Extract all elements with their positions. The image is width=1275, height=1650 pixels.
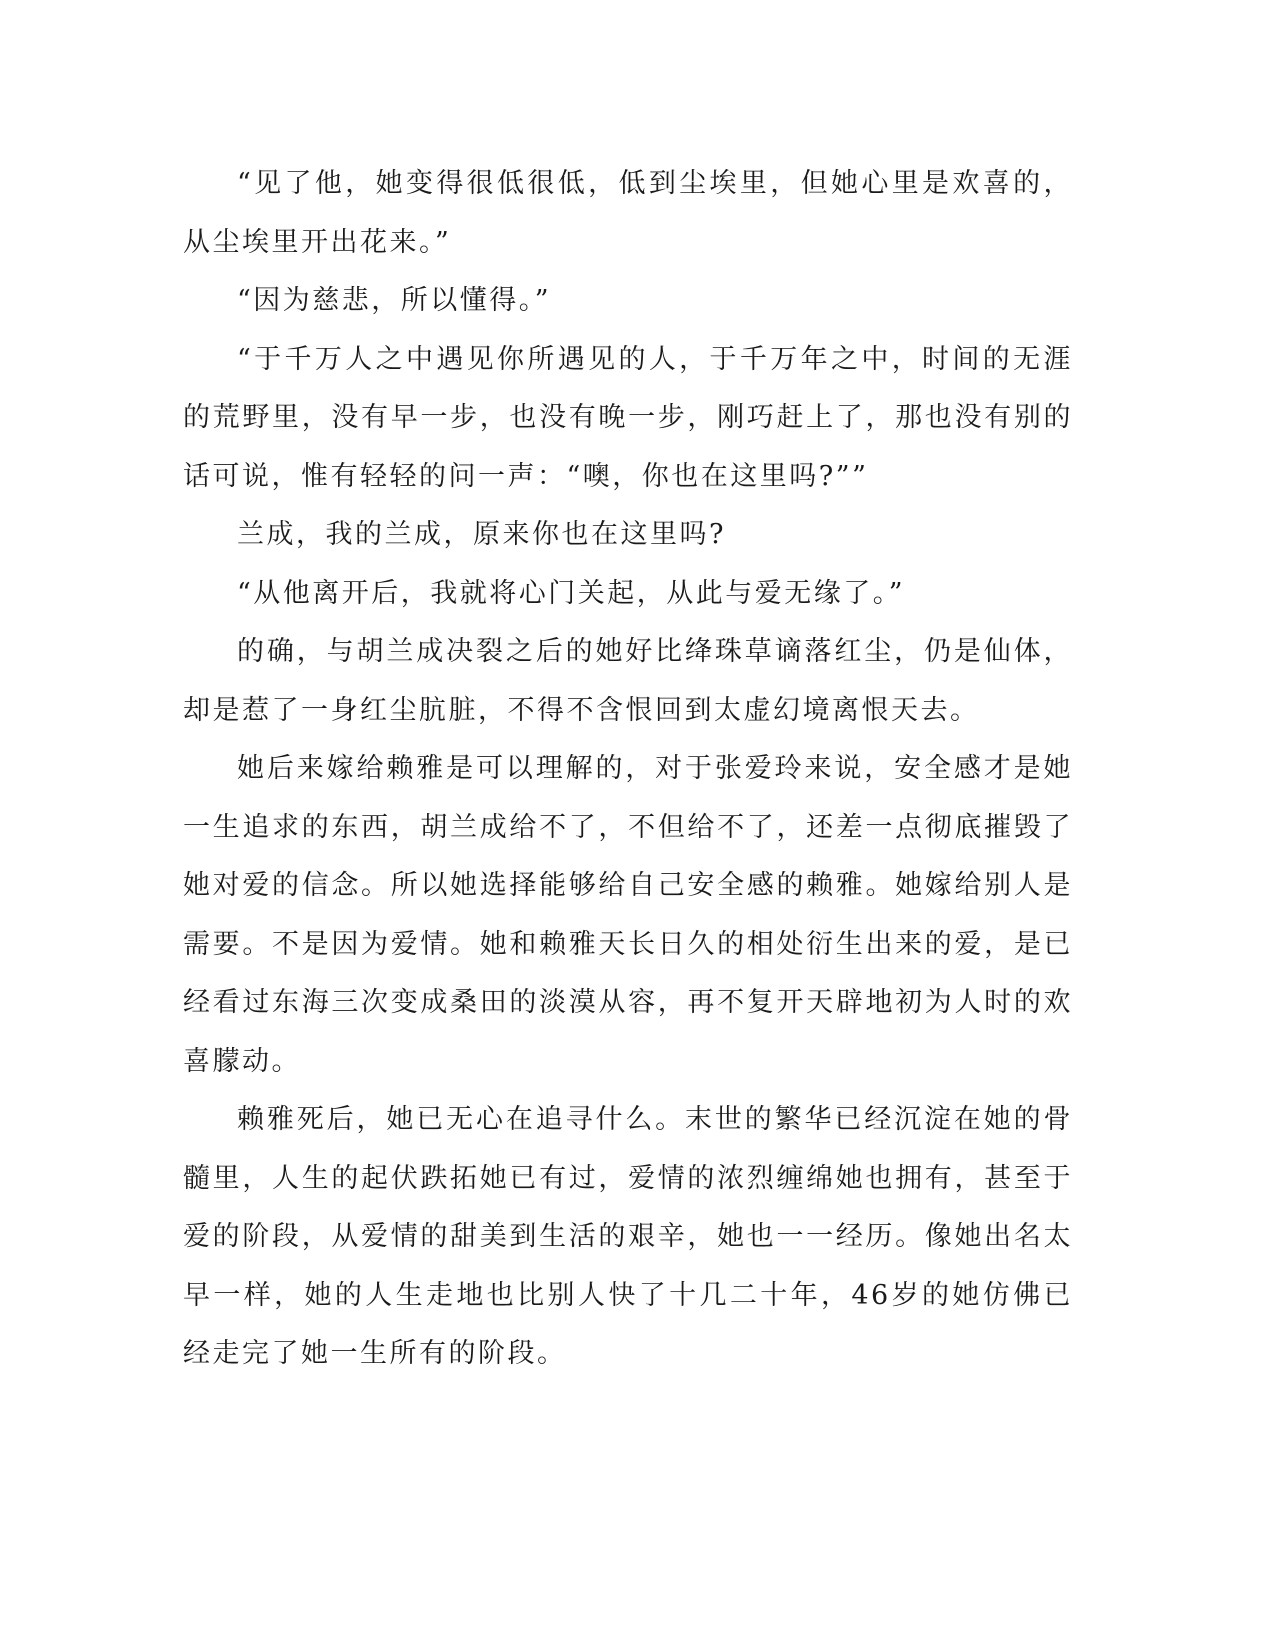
- paragraph-lancheng: 兰成，我的兰成，原来你也在这里吗?: [237, 519, 726, 550]
- paragraph-quote-compassion: “因为慈悲，所以懂得。”: [237, 285, 552, 316]
- paragraph-after-reyher: 赖雅死后，她已无心在追寻什么。末世的繁华已经沉淀在她的骨髓里，人生的起伏跌拓她已有过，爱情的浓烈缠绵她也拥有，甚至于爱的阶段，从爱情的甜美到生活的艰辛，她也一一经历。像她出名太早一样，她的人生走地也比别人快了十几二十年，46岁的她仿佛已经走完了她一生所有的阶段。: [183, 1104, 1073, 1369]
- paragraph-marriage-reyher: 她后来嫁给赖雅是可以理解的，对于张爱玲来说，安全感才是她一生追求的东西，胡兰成给不了，不但给不了，还差一点彻底摧毁了她对爱的信念。所以她选择能够给自己安全感的赖雅。她嫁给别人是需要。不是因为爱情。她和赖雅天长日久的相处衍生出来的爱，是已经看过东海三次变成桑田的淡漠从容，再不复开天辟地初为人时的欢喜朦动。: [183, 753, 1073, 1077]
- paragraph-quote-dust: “见了他，她变得很低很低，低到尘埃里，但她心里是欢喜的，从尘埃里开出花来。”: [183, 168, 1073, 258]
- paragraph-quote-heart-door: “从他离开后，我就将心门关起，从此与爱无缘了。”: [237, 577, 906, 609]
- document-body: [183, 155, 1073, 1384]
- paragraph-quote-encounter: “于千万人之中遇见你所遇见的人，于千万年之中，时间的无涯的荒野里，没有早一步，也没有晚一步，刚巧赶上了，那也没有别的话可说，惟有轻轻的问一声：“噢，你也在这里吗?””: [183, 343, 1073, 492]
- paragraph-after-break: 的确，与胡兰成决裂之后的她好比绛珠草谪落红尘，仍是仙体，却是惹了一身红尘肮脏，不得不含恨回到太虚幻境离恨天去。: [183, 636, 1073, 726]
